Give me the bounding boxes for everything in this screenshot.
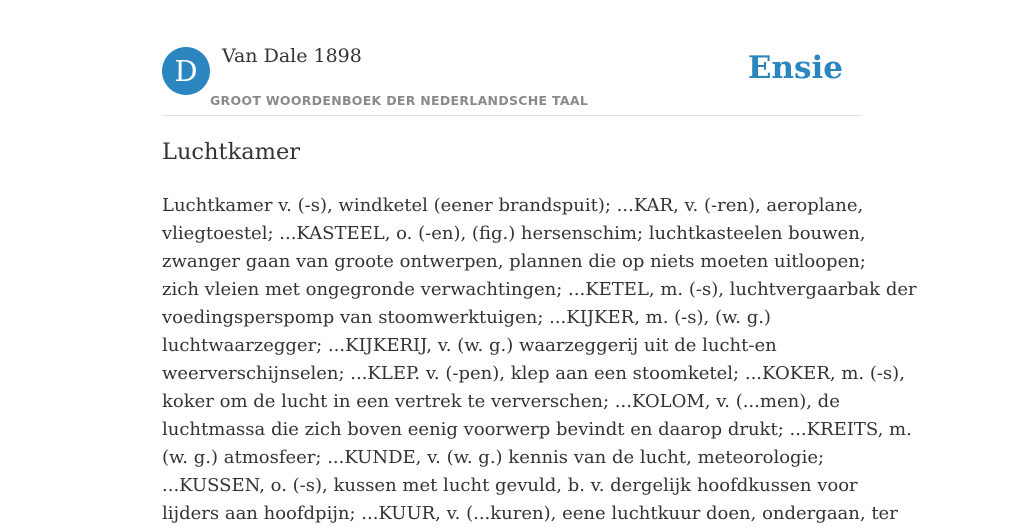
entry-line: (w. g.) atmosfeer; ...KUNDE, v. (w. g.) kennis van de lucht, meteorologie; bbox=[162, 447, 825, 468]
entry-line: ...KUSSEN, o. (-s), kussen met lucht gevuld, b. v. dergelijk hoofdkussen voor bbox=[162, 475, 858, 496]
source-logo-icon[interactable]: D bbox=[162, 47, 210, 95]
entry-line: zich vleien met ongegronde verwachtingen; ...KETEL, m. (-s), luchtvergaarbak der bbox=[162, 279, 917, 300]
ensie-logo[interactable]: Ensie bbox=[747, 50, 843, 86]
source-subtitle: GROOT WOORDENBOEK DER NEDERLANDSCHE TAAL bbox=[210, 93, 589, 108]
entry-body bbox=[162, 192, 917, 528]
entry-line: koker om de lucht in een vertrek te ververschen; ...KOLOM, v. (...men), de bbox=[162, 391, 840, 412]
entry-line: zwanger gaan van groote ontwerpen, plannen die op niets moeten uitloopen; bbox=[162, 251, 866, 272]
entry-line: voedingsperspomp van stoomwerktuigen; ...KIJKER, m. (-s), (w. g.) bbox=[162, 307, 771, 328]
entry-line: weerverschijnselen; ...KLEP. v. (-pen), klep aan een stoomketel; ...KOKER, m. (-s), bbox=[162, 363, 905, 384]
entry-line: lijders aan hoofdpijn; ...KUUR, v. (...kuren), eene luchtkuur doen, ondergaan, ter bbox=[162, 503, 898, 524]
entry-card bbox=[162, 0, 917, 524]
source-header bbox=[162, 0, 862, 116]
entry-title: Luchtkamer bbox=[162, 139, 301, 165]
entry-line: Luchtkamer v. (-s), windketel (eener brandspuit); ...KAR, v. (-ren), aeroplane, bbox=[162, 195, 864, 216]
source-title[interactable]: Van Dale 1898 bbox=[222, 45, 362, 67]
entry-line: luchtmassa die zich boven eenig voorwerp bevindt en daarop drukt; ...KREITS, m. bbox=[162, 419, 912, 440]
entry-line: vliegtoestel; ...KASTEEL, o. (-en), (fig.) hersenschim; luchtkasteelen bouwen, bbox=[162, 223, 866, 244]
entry-line: luchtwaarzegger; ...KIJKERIJ, v. (w. g.) waarzeggerij uit de lucht-en bbox=[162, 335, 777, 356]
